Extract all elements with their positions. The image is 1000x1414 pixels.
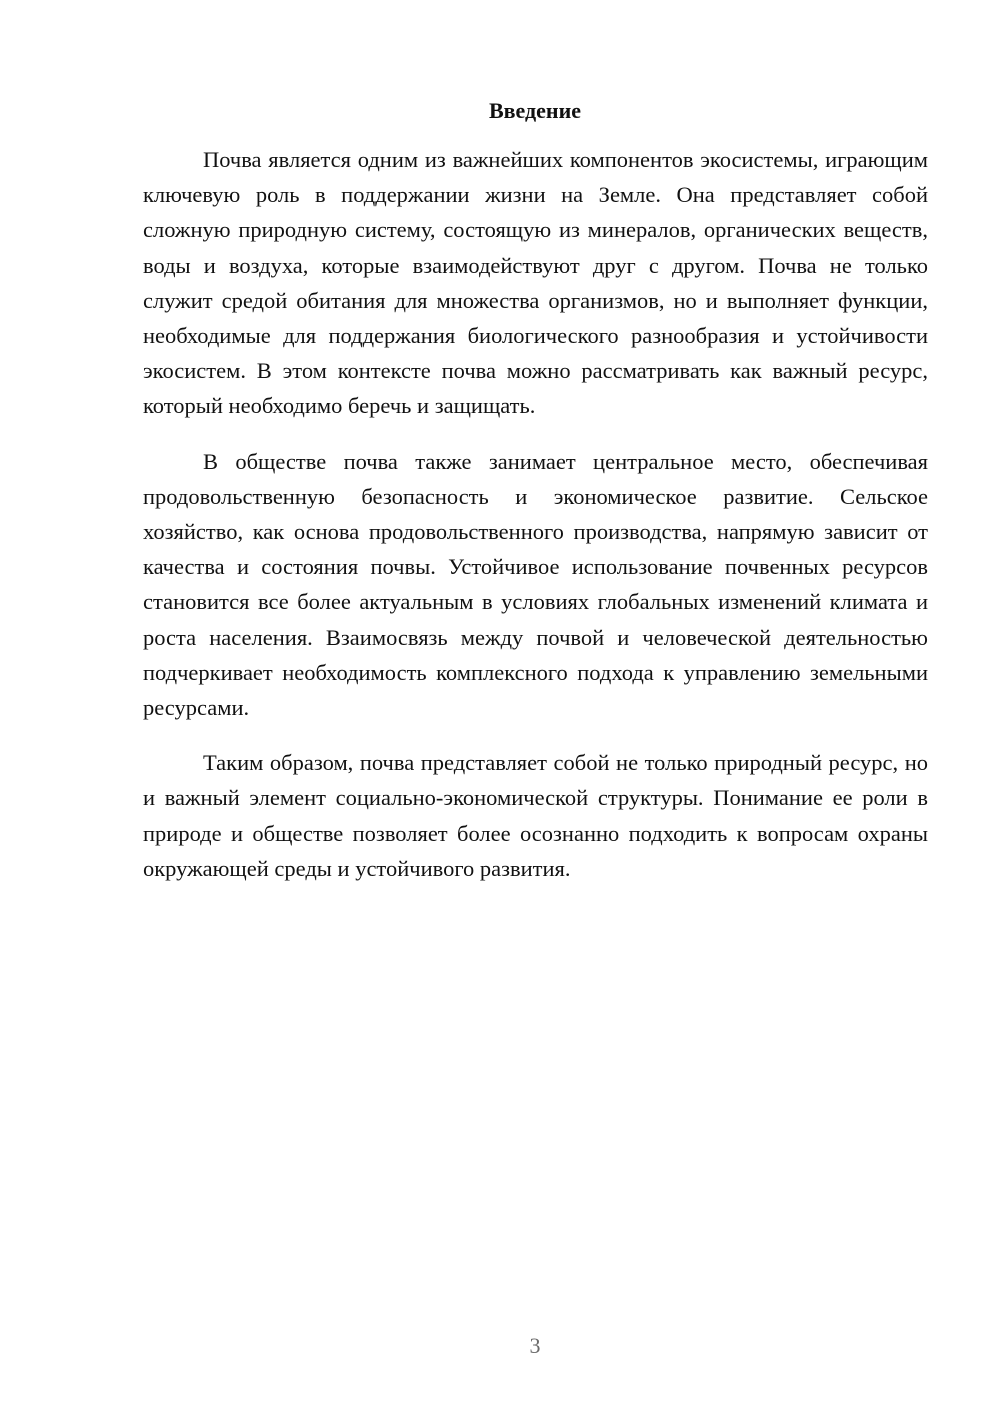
paragraph-2: В обществе почва также занимает центральное место, обеспечивая продовольственную безопасность и экономическое развитие. Сельское хозяйство, как основа продовольственного производства, напрямую зависит от качества и состояния почвы. Устойчивое использование почвенных ресурсов становится все более актуальным в условиях глобальных изменений климата и роста населения. Взаимосвязь между почвой и человеческой деятельностью подчеркивает необходимость комплексного подхода к управлению земельными ресурсами.: [143, 448, 928, 721]
paragraph-3: Таким образом, почва представляет собой не только природный ресурс, но и важный элемент социально-экономической структуры. Понимание ее роли в природе и обществе позволяет более осознанно подходить к вопросам охраны окружающей среды и устойчивого развития.: [143, 750, 928, 881]
paragraph-1: Почва является одним из важнейших компонентов экосистемы, играющим ключевую роль в поддержании жизни на Земле. Она представляет собой сложную природную систему, состоящую из минералов, органических веществ, воды и воздуха, которые взаимодействуют друг с другом. Почва не только служит средой обитания для множества организмов, но и выполняет функции, необходимые для поддержания биологического разнообразия и устойчивости экосистем. В этом контексте почва можно рассматривать как важный ресурс, который необходимо беречь и защищать.: [143, 147, 928, 419]
page-number: 3: [529, 1333, 541, 1358]
body-text: [143, 142, 928, 906]
page-title: Введение: [488, 98, 582, 123]
